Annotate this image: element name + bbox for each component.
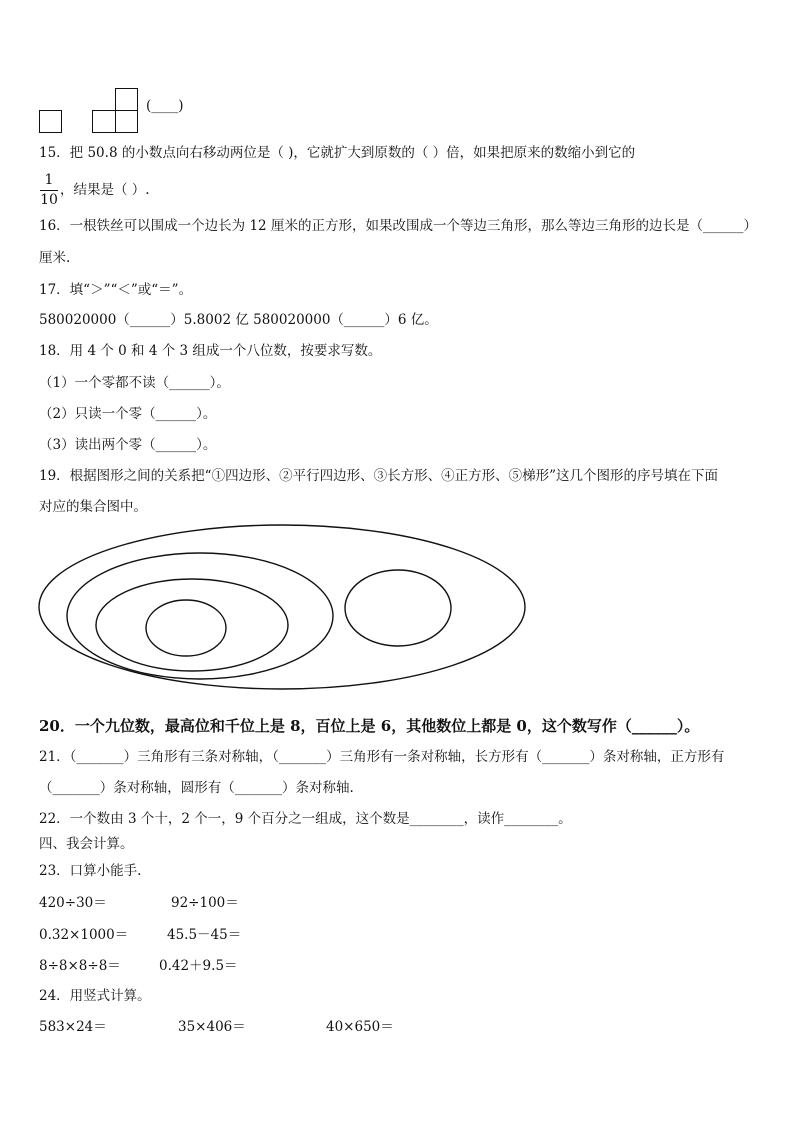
q15-line2: ，结果是（ ）. [60,182,150,198]
inner-set-ellipse [146,600,226,656]
q23-row2-col2: 45.5－45＝ [167,927,242,943]
q22-text: 22．一个数由 3 个十，2 个一，9 个百分之一组成，这个数是________，读作________。 [39,811,572,827]
q24-item-3: 40×650＝ [326,1019,394,1035]
q23-row1-col1: 420÷30＝ [39,895,107,911]
q16-line1: 16．一根铁丝可以围成一个边长为 12 厘米的正方形，如果改围成一个等边三角形，那么等边三角形的边长是（______） [39,218,757,234]
q19-line1: 19．根据图形之间的关系把“①四边形、②平行四边形、③长方形、④正方形、⑤梯形”这几个图形的序号填在下面 [39,468,718,484]
q18-line1: 18．用 4 个 0 和 4 个 3 组成一个八位数，按要求写数。 [39,343,382,359]
q15-line1: 15．把 50.8 的小数点向右移动两位是（ )，它就扩大到原数的（ ）倍，如果把原来的数缩小到它的 [39,145,636,161]
third-set-ellipse [96,579,288,671]
q23-row2-col1: 0.32×1000＝ [39,927,129,943]
q24-item-1: 583×24＝ [39,1019,107,1035]
q15-fraction-denominator: 10 [40,192,58,208]
q24-item-2: 35×406＝ [178,1019,246,1035]
q24-title: 24．用竖式计算。 [39,988,151,1004]
q23-title: 23．口算小能手. [39,863,142,879]
top-figure-answer-blank: (____) [146,98,184,114]
q23-row3-col2: 0.42＋9.5＝ [159,958,238,974]
section-4-title: 四、我会计算。 [39,836,134,852]
q17-line1: 17．填“＞”“＜”或“＝”。 [39,282,193,298]
second-set-ellipse [67,553,333,679]
q16-line2: 厘米. [39,250,71,266]
q23-row1-col2: 92÷100＝ [171,895,239,911]
q21-line2: （_______）条对称轴，圆形有（_______）条对称轴. [39,780,354,796]
outer-set-ellipse [39,525,525,689]
q19-line2: 对应的集合图中。 [39,499,147,515]
q23-row3-col1: 8÷8×8÷8＝ [39,958,121,974]
q18-item-1: （1）一个零都不读（______）。 [39,375,230,391]
q17-line2: 580020000（______）5.8002 亿 580020000（______）6 亿。 [39,312,438,328]
q18-item-3: （3）读出两个零（______）。 [39,437,217,453]
q18-item-2: （2）只读一个零（______）。 [39,406,217,422]
q20-text: 20．一个九位数，最高位和千位上是 8，百位上是 6，其他数位上都是 0，这个数写作（______）。 [39,717,700,735]
separate-set-ellipse [345,570,451,646]
q21-line1: 21．（_______）三角形有三条对称轴，（_______）三角形有一条对称轴，长方形有（_______）条对称轴，正方形有 [39,749,725,765]
q15-fraction-numerator: 1 [44,172,54,188]
